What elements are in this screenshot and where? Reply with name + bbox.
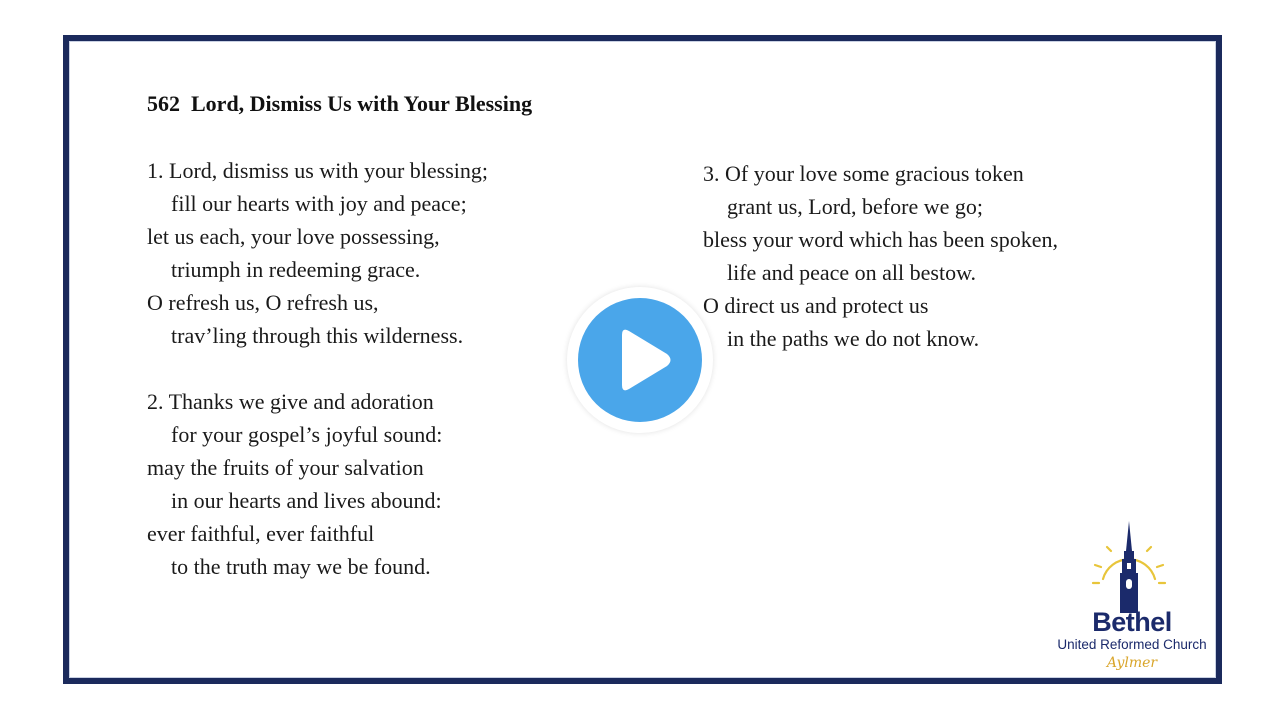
verse-line: O refresh us, O refresh us,	[147, 290, 379, 315]
verse-line: let us each, your love possessing,	[147, 224, 440, 249]
verse-line: life and peace on all bestow.	[727, 260, 977, 285]
verse-line: trav’ling through this wilderness.	[171, 323, 464, 348]
verse-line: for your gospel’s joyful sound:	[171, 422, 443, 447]
verse-3	[703, 157, 1058, 355]
verse-line: in the paths we do not know.	[727, 326, 980, 351]
play-button[interactable]	[567, 287, 713, 433]
verse-line: 1. Lord, dismiss us with your blessing;	[147, 158, 489, 183]
verse-line: grant us, Lord, before we go;	[727, 194, 983, 219]
play-icon[interactable]	[567, 287, 713, 433]
verse-line: 2. Thanks we give and adoration	[147, 389, 434, 414]
verse-line: in our hearts and lives abound:	[171, 488, 442, 513]
hymn-title: 562 Lord, Dismiss Us with Your Blessing	[147, 91, 533, 116]
verse-line: may the fruits of your salvation	[147, 455, 424, 480]
verse-line: triumph in redeeming grace.	[171, 257, 421, 282]
verse-line: 3. Of your love some gracious token	[703, 161, 1024, 186]
verse-line: fill our hearts with joy and peace;	[171, 191, 467, 216]
verse-2	[147, 385, 442, 583]
logo-town: Aylmer	[1106, 655, 1158, 671]
logo-subtitle: United Reformed Church	[1057, 637, 1207, 652]
verse-line: O direct us and protect us	[703, 293, 929, 318]
church-logo	[1047, 521, 1217, 671]
verse-line: to the truth may we be found.	[171, 554, 431, 579]
verse-line: ever faithful, ever faithful	[147, 521, 375, 546]
steeple-sun-icon	[1089, 521, 1169, 613]
logo-name: Bethel	[1092, 607, 1172, 637]
verse-line: bless your word which has been spoken,	[703, 227, 1058, 252]
verse-1	[147, 154, 488, 352]
